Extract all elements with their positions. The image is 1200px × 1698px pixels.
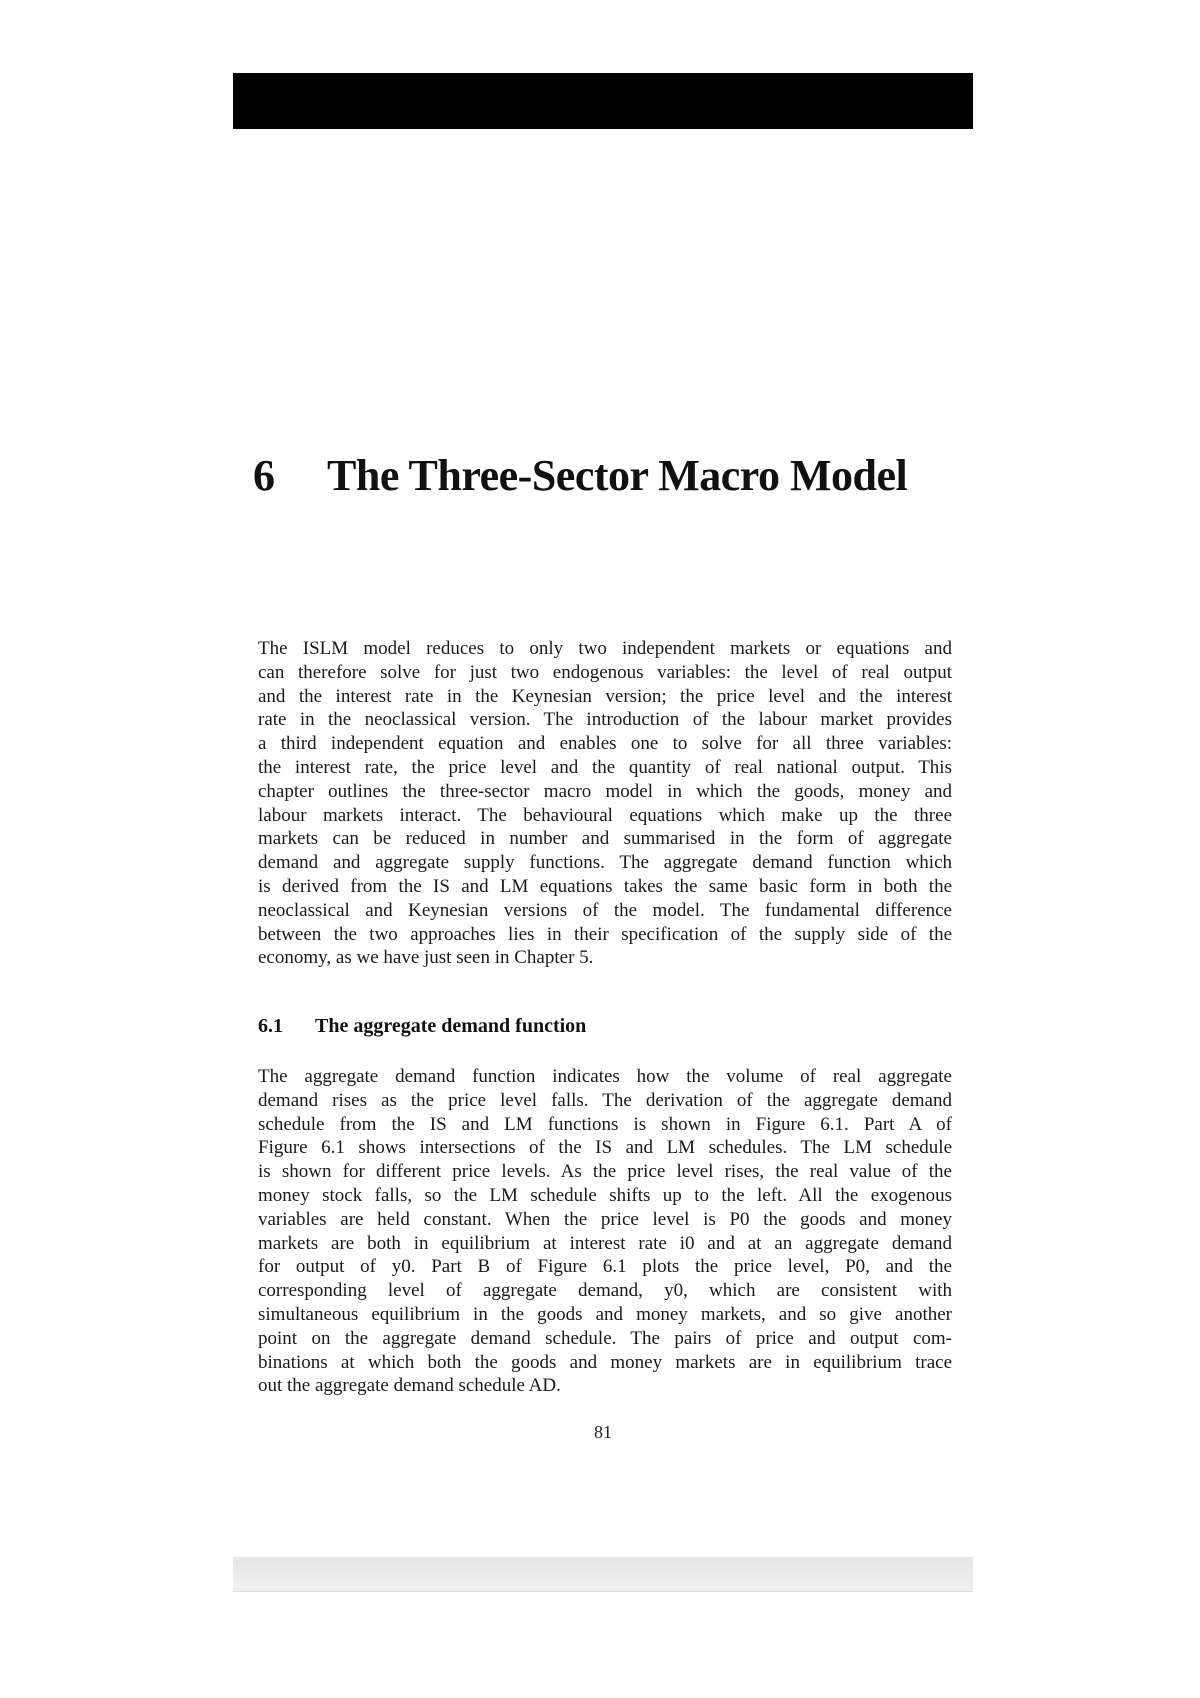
chapter-number: 6 xyxy=(253,451,275,500)
text-line: Figure 6.1 shows intersections of the IS and LM schedules. The LM schedule xyxy=(258,1137,952,1159)
text-line: the interest rate, the price level and the quantity of real national output. This xyxy=(258,756,952,778)
text-line: demand rises as the price level falls. The derivation of the aggregate demand xyxy=(258,1089,952,1111)
text-line: simultaneous equilibrium in the goods and money markets, and so give another xyxy=(258,1303,952,1325)
page-number: 81 xyxy=(594,1422,612,1442)
text-line: markets are both in equilibrium at interest rate i0 and at an aggregate demand xyxy=(258,1232,952,1254)
text-line: demand and aggregate supply functions. The aggregate demand function which xyxy=(258,852,952,874)
text-line: binations at which both the goods and money markets are in equilibrium trace xyxy=(258,1351,952,1373)
text-line: neoclassical and Keynesian versions of the model. The fundamental difference xyxy=(258,899,952,921)
text-line: is derived from the IS and LM equations takes the same basic form in both the xyxy=(258,875,952,897)
top-black-bar xyxy=(233,73,973,129)
bottom-scroll-bar xyxy=(233,1557,973,1592)
section-number: 6.1 xyxy=(258,1015,283,1037)
text-line: a third independent equation and enables one to solve for all three variables: xyxy=(258,733,952,755)
section-paragraph xyxy=(258,1065,952,1398)
section-title: The aggregate demand function xyxy=(315,1015,587,1037)
text-line: is shown for different price levels. As the price level rises, the real value of the xyxy=(258,1161,952,1183)
text-line: corresponding level of aggregate demand, y0, which are consistent with xyxy=(258,1280,952,1302)
text-line: point on the aggregate demand schedule. The pairs of price and output com- xyxy=(258,1327,952,1349)
text-line: chapter outlines the three-sector macro model in which the goods, money and xyxy=(258,780,952,802)
text-line: labour markets interact. The behavioural equations which make up the three xyxy=(258,804,952,826)
text-line: markets can be reduced in number and summarised in the form of aggregate xyxy=(258,828,952,850)
text-line: between the two approaches lies in their specification of the supply side of the xyxy=(258,923,952,945)
text-line: out the aggregate demand schedule AD. xyxy=(258,1375,561,1397)
chapter-title xyxy=(253,450,907,501)
text-line: rate in the neoclassical version. The introduction of the labour market provides xyxy=(258,709,952,731)
chapter-title-text: The Three-Sector Macro Model xyxy=(327,451,908,500)
text-line: The ISLM model reduces to only two independent markets or equations and xyxy=(258,638,952,659)
intro-paragraph xyxy=(258,637,952,970)
section-heading xyxy=(258,1015,586,1038)
text-line: for output of y0. Part B of Figure 6.1 plots the price level, P0, and the xyxy=(258,1256,952,1278)
text-line: money stock falls, so the LM schedule shifts up to the left. All the exogenous xyxy=(258,1184,952,1206)
text-line: economy, as we have just seen in Chapter 5. xyxy=(258,947,594,969)
text-line: variables are held constant. When the price level is P0 the goods and money xyxy=(258,1208,952,1230)
text-line: and the interest rate in the Keynesian version; the price level and the interest xyxy=(258,685,952,707)
text-line: can therefore solve for just two endogenous variables: the level of real output xyxy=(258,661,952,683)
text-line: schedule from the IS and LM functions is shown in Figure 6.1. Part A of xyxy=(258,1113,952,1135)
text-line: The aggregate demand function indicates how the volume of real aggregate xyxy=(258,1066,952,1087)
